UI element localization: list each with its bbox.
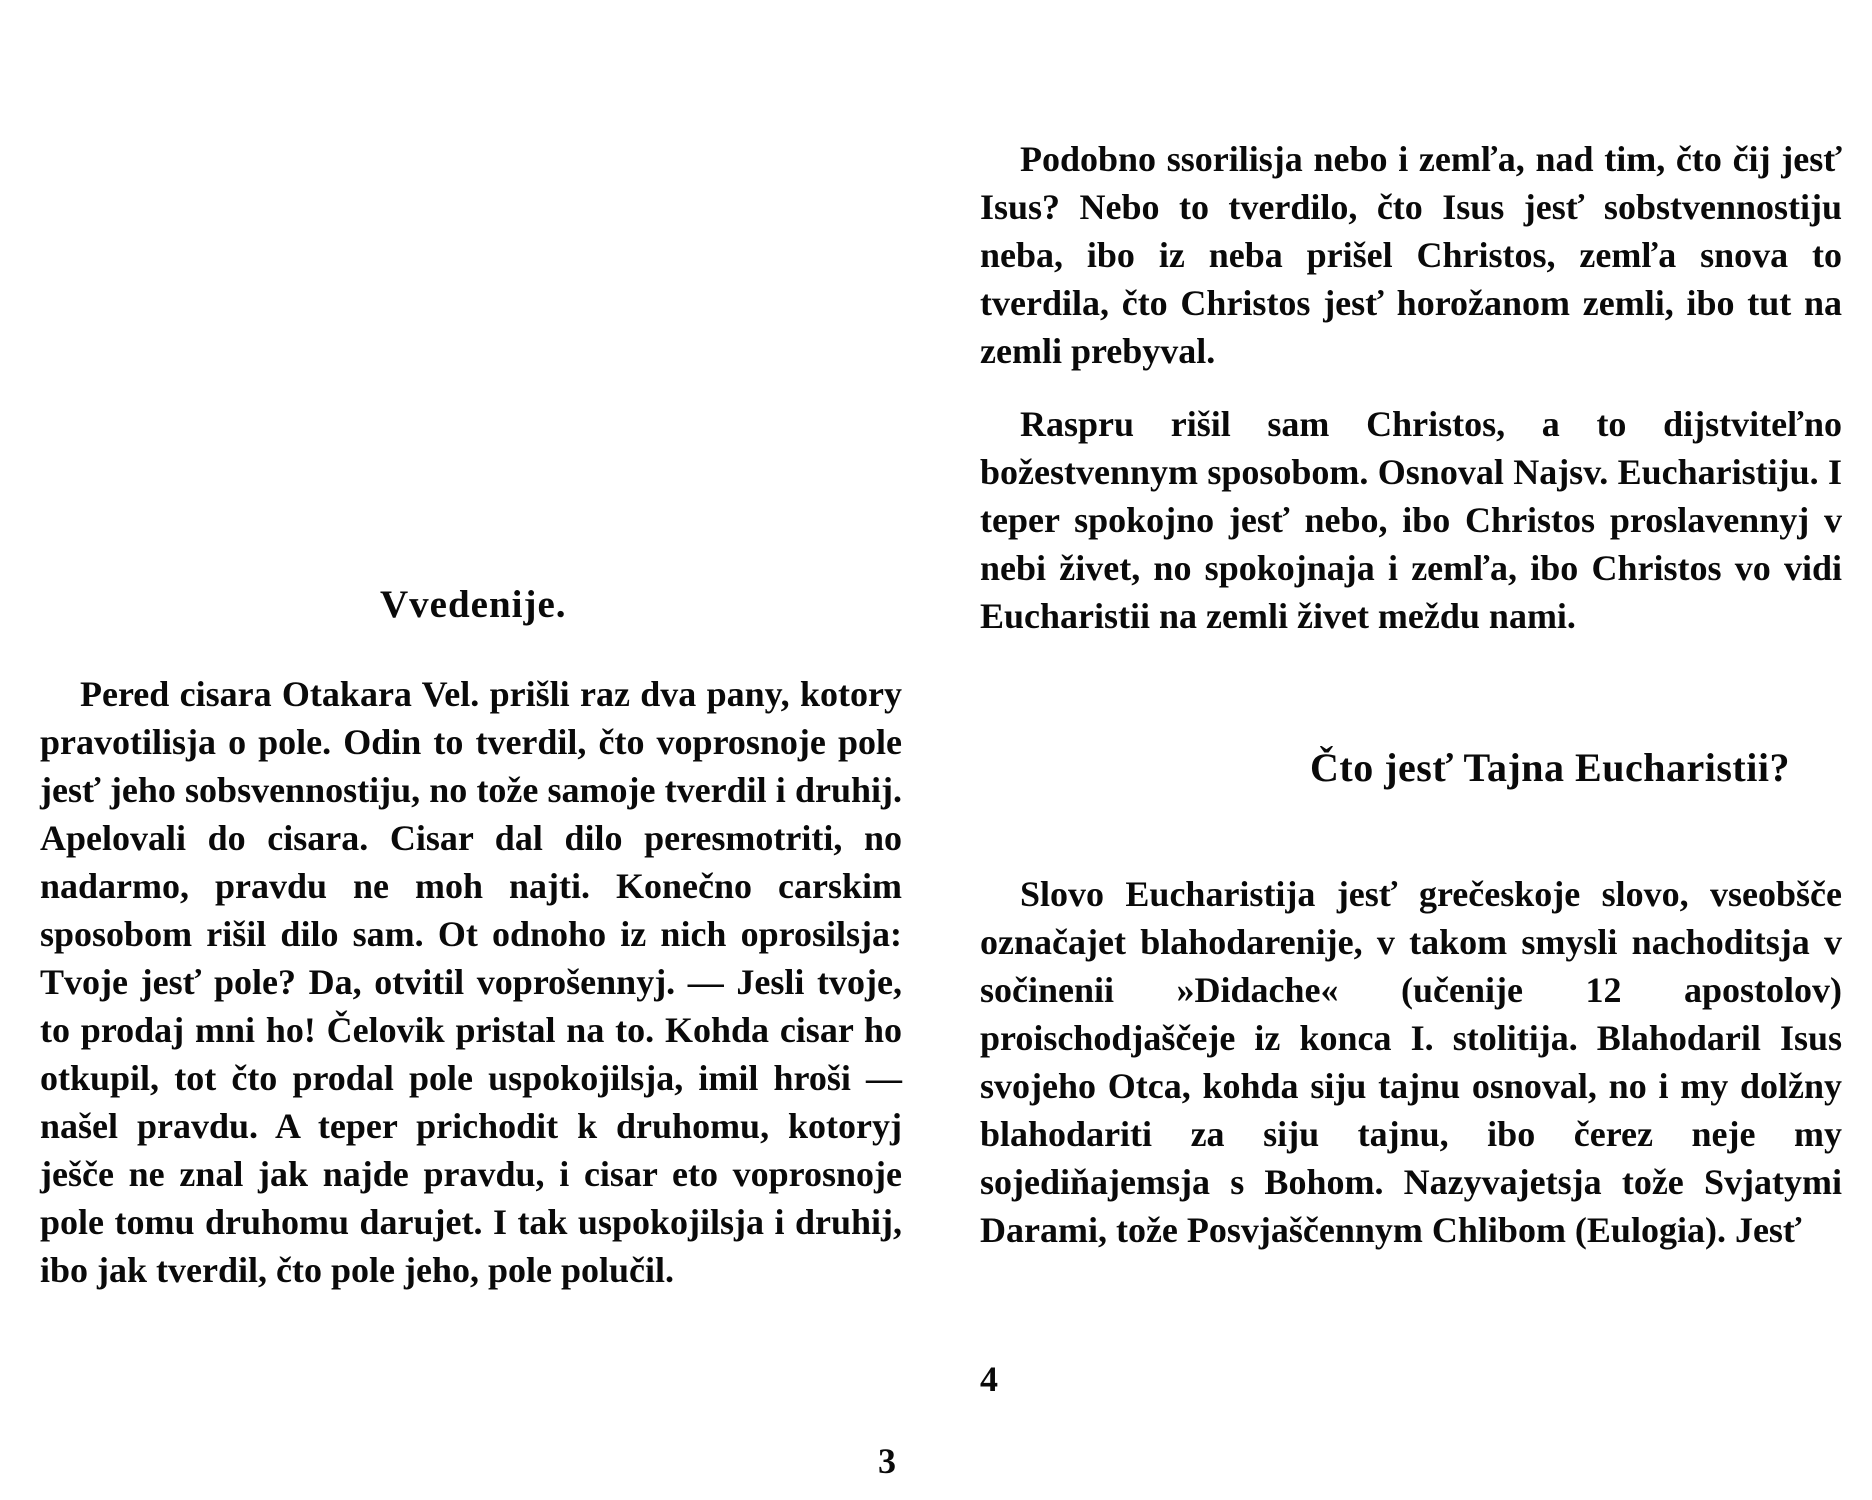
section-heading: Čto jesť Tajna Eucharistii? (1310, 745, 1790, 790)
body-paragraph: Slovo Eucharistija jesť grečeskoje slovo, vseobšče označajet blahodarenije, v takom smysli nachoditsja v sočinenii »Didache« (učenije 12 apostolov) proischodjaščeje iz konca I. stolitija. Blahodaril Isus svojeho Otca, kohda siju tajnu osnoval, no i my dolžny blahodariti za siju tajnu, ibo čerez neje my sojediňajemsja s Bohom. Nazyvajetsja tože Svjatymi Darami, tože Posvjaščennym Chlibom (Eulogia). Jesť (980, 874, 1842, 1250)
body-paragraph: Raspru rišil sam Christos, a to dijstviteľno božestvennym sposobom. Osnoval Najsv. Eucharistiju. I teper spokojno jesť nebo, ibo Christos proslavennyj v nebi živet, no spokojnaja i zemľa, ibo Christos vo vidi Eucharistii na zemli živet meždu nami. (980, 404, 1842, 636)
page-number: 3 (878, 1441, 896, 1481)
body-paragraph: Pered cisara Otakara Vel. prišli raz dva pany, kotory pravotilisja o pole. Odin to tverdil, čto voprosnoje pole jesť jeho sobsvennostiju, no tože samoje tverdil i druhij. Apelovali do cisara. Cisar dal dilo peresmotriti, no nadarmo, pravdu ne moh najti. Konečno carskim sposobom rišil dilo sam. Ot odnoho iz nich oprosilsja: Tvoje jesť pole? Da, otvitil voprošennyj. — Jesli tvoje, to prodaj mni ho! Čelovik pristal na to. Kohda cisar ho otkupil, tot čto prodal pole uspokojilsja, imil hroši — našel pravdu. A teper prichodit k druhomu, kotoryj ješče ne znal jak najde pravdu, i cisar eto voprosnoje pole tomu druhomu darujet. I tak uspokojilsja i druhij, ibo jak tverdil, čto pole jeho, pole polučil. (40, 674, 902, 1290)
left-page (40, 0, 902, 1500)
chapter-heading: Vvedenije. (380, 583, 567, 626)
body-paragraph: Podobno ssorilisja nebo i zemľa, nad tim, čto čij jesť Isus? Nebo to tverdilo, čto Isus jesť sobstvennostiju neba, ibo iz neba prišel Christos, zemľa snova to tverdila, čto Christos jesť horožanom zemli, ibo tut na zemli prebyval. (980, 139, 1842, 371)
right-page (980, 0, 1842, 1500)
page-number: 4 (980, 1359, 998, 1399)
